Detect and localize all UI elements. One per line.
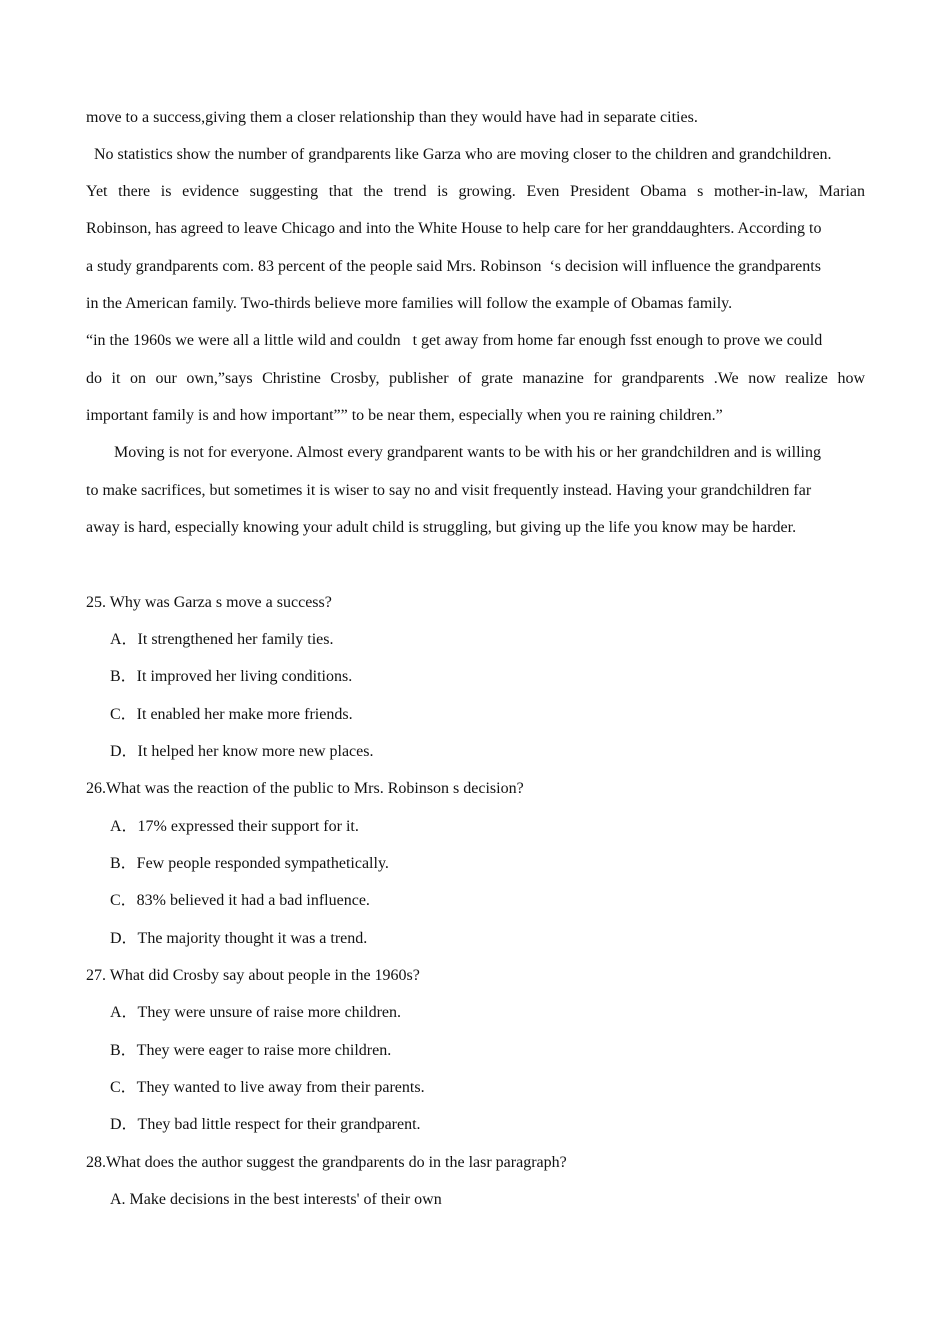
answer-option: C．83% believed it had a bad influence. — [110, 892, 370, 909]
answer-option: D．It helped her know more new places. — [110, 743, 374, 760]
answer-option: C．It enabled her make more friends. — [110, 706, 353, 723]
passage-line: No statistics show the number of grandparents like Garza who are moving closer to the children and grandchildren. — [86, 146, 832, 163]
answer-option: B．It improved her living conditions. — [110, 668, 353, 685]
passage-line: to make sacrifices, but sometimes it is wiser to say no and visit frequently instead. Having your grandchildren far — [86, 482, 812, 499]
question-stem: 25. Why was Garza s move a success? — [86, 594, 332, 611]
passage-line: a study grandparents com. 83 percent of the people said Mrs. Robinson ‘s decision will influence the grandparents — [86, 258, 821, 275]
answer-option: A．They were unsure of raise more children. — [110, 1004, 402, 1021]
answer-option: C．They wanted to live away from their parents. — [110, 1079, 425, 1096]
passage-line: Moving is not for everyone. Almost every grandparent wants to be with his or her grandchildren and is willing — [86, 444, 821, 461]
answer-option: B．They were eager to raise more children. — [110, 1042, 392, 1059]
passage-line: Yet there is evidence suggesting that the trend is growing. Even President Obama s mother-in-law, Marian — [86, 183, 865, 200]
answer-option: A. Make decisions in the best interests' of their own — [110, 1191, 442, 1208]
passage-line: in the American family. Two-thirds believe more families will follow the example of Obamas family. — [86, 295, 733, 312]
answer-option: D．The majority thought it was a trend. — [110, 930, 368, 947]
passage-line: Robinson, has agreed to leave Chicago and into the White House to help care for her granddaughters. According to — [86, 220, 822, 237]
question-stem: 26.What was the reaction of the public to Mrs. Robinson s decision? — [86, 780, 524, 797]
answer-option: A．It strengthened her family ties. — [110, 631, 334, 648]
question-stem: 27. What did Crosby say about people in the 1960s? — [86, 967, 420, 984]
answer-option: A．17% expressed their support for it. — [110, 818, 359, 835]
passage-line: away is hard, especially knowing your adult child is struggling, but giving up the life you know may be harder. — [86, 519, 797, 536]
question-stem: 28.What does the author suggest the grandparents do in the lasr paragraph? — [86, 1154, 567, 1171]
answer-option: B．Few people responded sympathetically. — [110, 855, 389, 872]
passage-line: important family is and how important”” to be near them, especially when you re raining children.” — [86, 407, 723, 424]
passage-line: do it on our own,”says Christine Crosby, publisher of grate manazine for grandparents .We now realize how — [86, 370, 865, 387]
passage-line: move to a success,giving them a closer relationship than they would have had in separate cities. — [86, 109, 698, 126]
answer-option: D．They bad little respect for their grandparent. — [110, 1116, 421, 1133]
passage-line: “in the 1960s we were all a little wild and couldn t get away from home far enough fsst enough to prove we could — [86, 332, 823, 349]
